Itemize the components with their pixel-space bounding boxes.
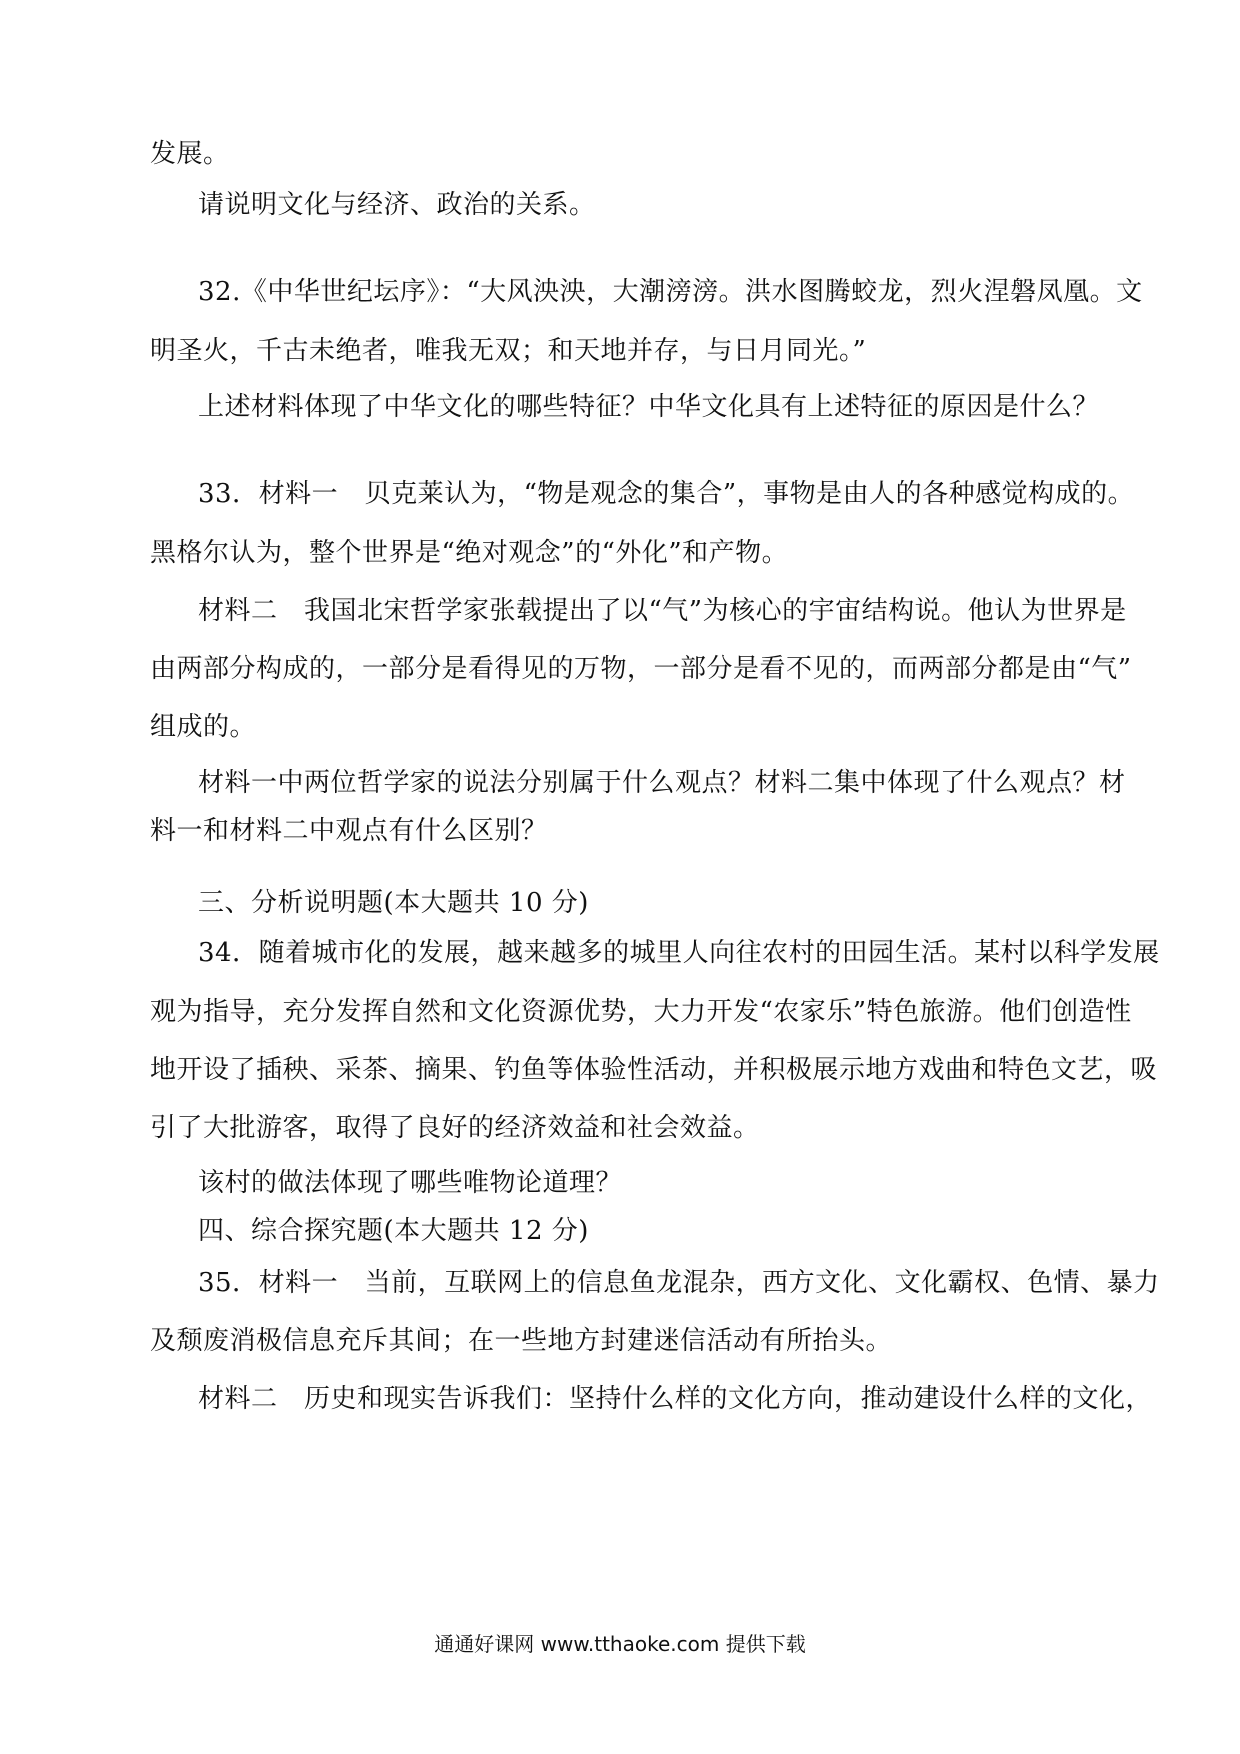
text-line: 黑格尔认为，整个世界是“绝对观念”的“外化”和产物。 xyxy=(150,538,789,568)
material-two: 材料二 历史和现实告诉我们：坚持什么样的文化方向，推动建设什么样的文化， xyxy=(198,1384,1153,1414)
question-34-text: 34．随着城市化的发展，越来越多的城里人向往农村的田园生活。某村以科学发展 xyxy=(198,938,1160,968)
question-32-text: 32.《中华世纪坛序》：“大风泱泱，大潮滂滂。洪水图腾蛟龙，烈火涅磐凤凰。文 xyxy=(198,277,1143,307)
question-35-text: 35．材料一 当前，互联网上的信息鱼龙混杂，西方文化、文化霸权、色情、暴力 xyxy=(198,1268,1160,1298)
question-prompt: 该村的做法体现了哪些唯物论道理？ xyxy=(198,1168,623,1198)
text-line: 料一和材料二中观点有什么区别？ xyxy=(150,816,548,846)
question-33-text: 33．材料一 贝克莱认为，“物是观念的集合”，事物是由人的各种感觉构成的。 xyxy=(198,479,1135,509)
text-line: 引了大批游客，取得了良好的经济效益和社会效益。 xyxy=(150,1113,760,1143)
footer-watermark: 通通好课网 www.tthaoke.com 提供下载 xyxy=(434,1632,806,1656)
question-prompt: 材料一中两位哲学家的说法分别属于什么观点？材料二集中体现了什么观点？材 xyxy=(198,768,1126,798)
section-heading: 四、综合探究题(本大题共 12 分) xyxy=(198,1216,589,1246)
text-line: 发展。 xyxy=(150,139,230,169)
material-two: 材料二 我国北宋哲学家张载提出了以“气”为核心的宇宙结构说。他认为世界是 xyxy=(198,596,1127,626)
text-line: 及颓废消极信息充斥其间；在一些地方封建迷信活动有所抬头。 xyxy=(150,1326,893,1356)
text-line: 观为指导，充分发挥自然和文化资源优势，大力开发“农家乐”特色旅游。他们创造性 xyxy=(150,997,1132,1027)
text-line: 地开设了插秧、采茶、摘果、钓鱼等体验性活动，并积极展示地方戏曲和特色文艺，吸 xyxy=(150,1055,1158,1085)
question-prompt: 请说明文化与经济、政治的关系。 xyxy=(198,190,596,220)
question-prompt: 上述材料体现了中华文化的哪些特征？中华文化具有上述特征的原因是什么？ xyxy=(198,392,1100,422)
text-line: 明圣火，千古未绝者，唯我无双；和天地并存，与日月同光。” xyxy=(150,336,867,366)
section-heading: 三、分析说明题(本大题共 10 分) xyxy=(198,888,589,918)
text-line: 由两部分构成的，一部分是看得见的万物，一部分是看不见的，而两部分都是由“气” xyxy=(150,654,1132,684)
text-line: 组成的。 xyxy=(150,712,257,742)
